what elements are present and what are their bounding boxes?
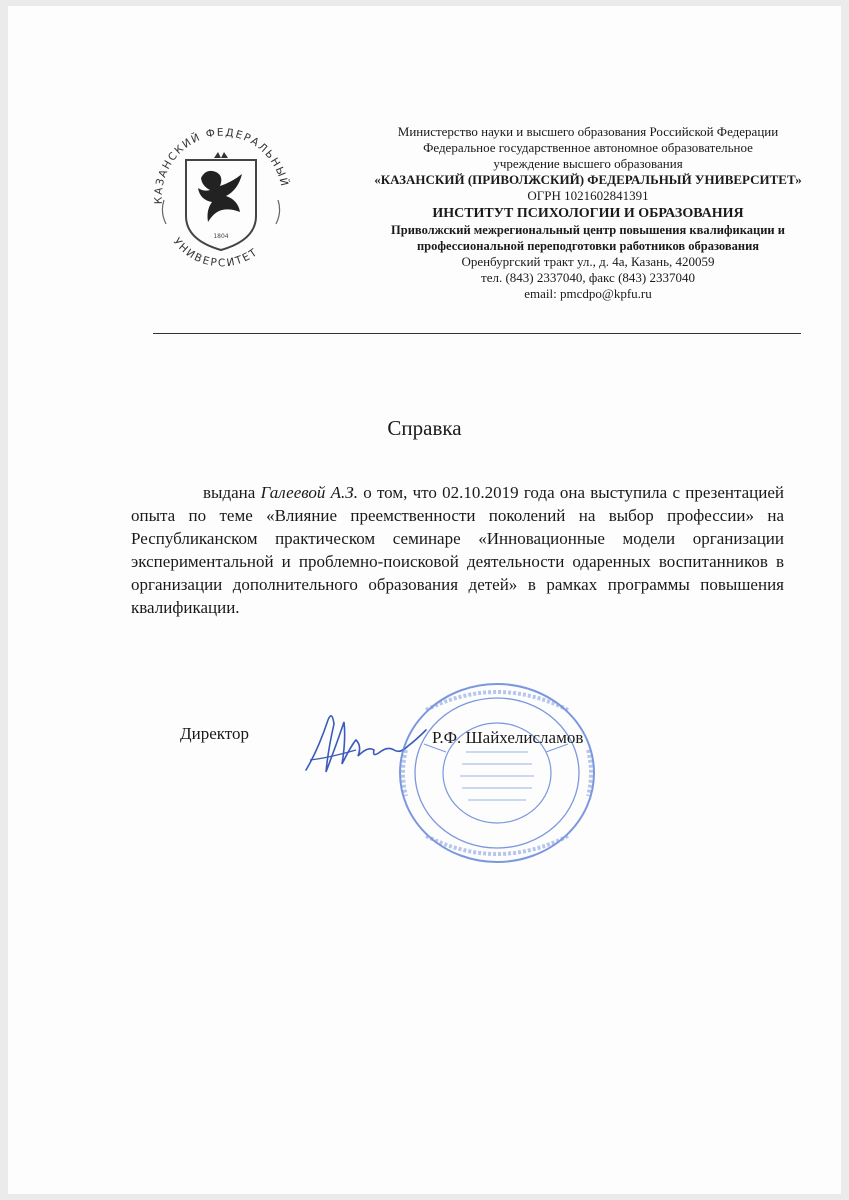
signatory-role: Директор	[180, 724, 249, 743]
svg-text:1804: 1804	[213, 233, 229, 240]
signatory-name: Р.Ф. Шайхелисламов	[432, 728, 584, 747]
address: Оренбургский тракт ул., д. 4а, Казань, 420059	[461, 254, 715, 269]
university-name: «КАЗАНСКИЙ (ПРИВОЛЖСКИЙ) ФЕДЕРАЛЬНЫЙ УНИВЕРСИТЕТ»	[374, 172, 802, 187]
official-stamp-icon	[396, 680, 598, 866]
federal-line: Федеральное государственное автономное образовательное	[423, 140, 753, 155]
letterhead	[338, 124, 838, 302]
document-body	[131, 481, 784, 619]
header-divider	[153, 333, 801, 334]
kfu-logo-icon	[146, 112, 296, 282]
center-name-line2: профессиональной переподготовки работников образования	[416, 239, 760, 253]
center-name-line1: Приволжский межрегиональный центр повышения квалификации и	[391, 223, 785, 237]
institution-type-line: учреждение высшего образования	[493, 156, 683, 171]
email: email: pmcdpo@kpfu.ru	[524, 286, 652, 301]
issued-word: выдана	[203, 483, 256, 502]
institute-name: ИНСТИТУТ ПСИХОЛОГИИ И ОБРАЗОВАНИЯ	[432, 206, 744, 221]
recipient-name: Галеевой А.З.	[260, 483, 358, 502]
document-title: Справка	[387, 416, 462, 440]
body-text: о том, что 02.10.2019 года она выступила с презентацией опыта по теме «Влияние преемственности поколений на выбор профессии» на Республиканском практическом семинаре «Инновационные модели организации экспериментальной и проблемно-поисковой деятельности одаренных воспитанников в организации дополнительного образования детей» в рамках программы повышения квалификации.	[131, 483, 784, 617]
ministry-line: Министерство науки и высшего образования Российской Федерации	[397, 124, 779, 139]
phone-fax: тел. (843) 2337040, факс (843) 2337040	[481, 270, 695, 285]
svg-text:УНИВЕРСИТЕТ: УНИВЕРСИТЕТ	[170, 235, 261, 270]
ogrn: ОГРН 1021602841391	[527, 188, 649, 203]
svg-text:КАЗАНСКИЙ ФЕДЕРАЛЬНЫЙ: КАЗАНСКИЙ ФЕДЕРАЛЬНЫЙ	[152, 126, 291, 205]
